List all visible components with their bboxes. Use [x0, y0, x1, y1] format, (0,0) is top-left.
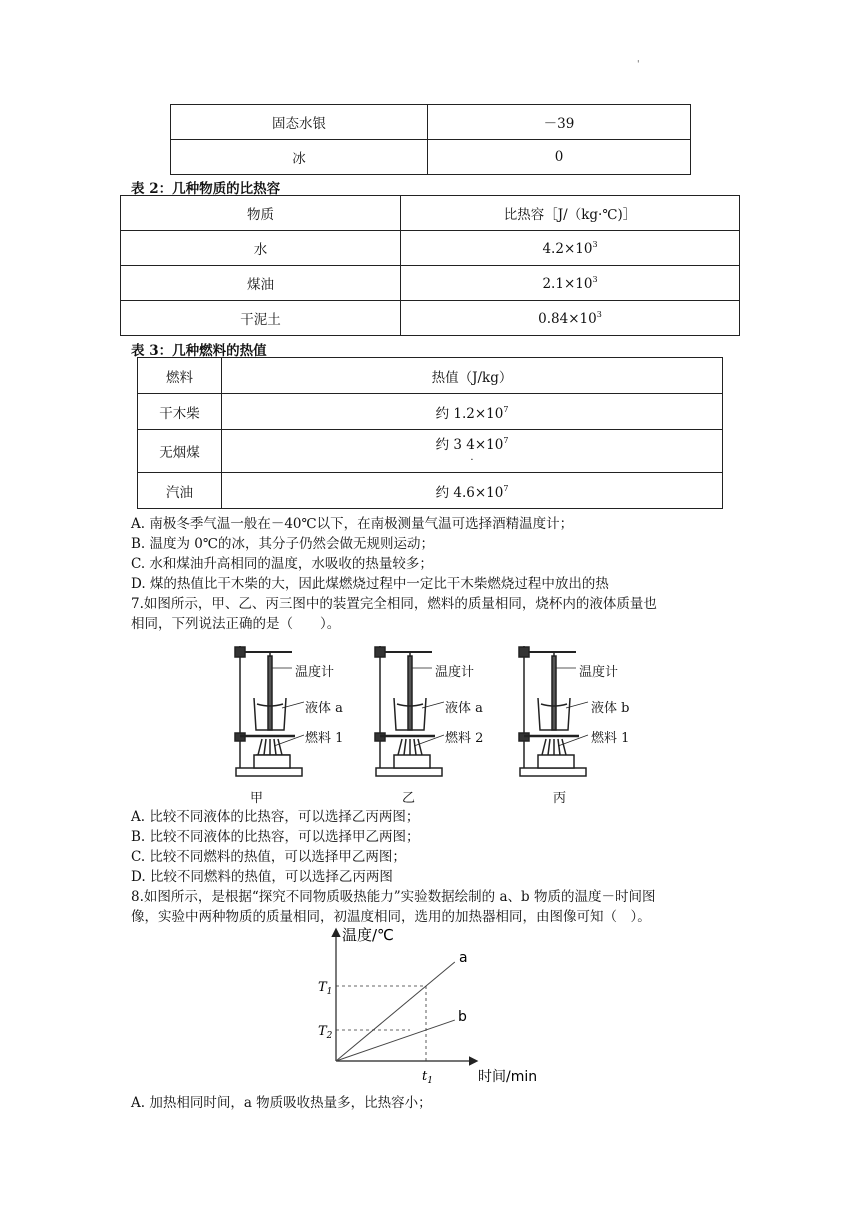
figure-caption-jia: 甲 [250, 791, 264, 806]
q6-option-c: C. 水和煤油升高相同的温度，水吸收的热量较多； [131, 556, 433, 572]
table1-cell: 固态水银 [171, 105, 428, 140]
q6-option-d: D. 煤的热值比干木柴的大，因此煤燃烧过程中一定比干木柴燃烧过程中放出的热 [131, 576, 609, 592]
series-b-label: b [458, 1009, 467, 1025]
figure-caption-bing: 丙 [553, 791, 567, 806]
x-axis-label: 时间/min [478, 1069, 538, 1085]
liquid-label: 液体 b [591, 701, 630, 716]
melting-point-table [170, 104, 691, 175]
table3-cell: 约 3 $4\times 10^7$ · [222, 430, 723, 473]
q7-stem-line1: 7.如图所示，甲、乙、丙三图中的装置完全相同，燃料的质量相同，烧杯内的液体质量也 [131, 596, 657, 612]
table3-cell: 无烟煤 [138, 430, 222, 473]
fuel-label: 燃料 1 [591, 731, 630, 746]
table2-cell: $4.2\times 10^3$ [401, 231, 740, 266]
thermometer-label: 温度计 [295, 665, 335, 680]
table2-cell: 干泥土 [121, 301, 401, 336]
series-a-line [336, 962, 455, 1061]
table3-header: 热值（J/kg） [222, 358, 723, 394]
apparatus-figure-yi [370, 638, 495, 800]
thermometer-label: 温度计 [435, 665, 475, 680]
y-axis-label: 温度/℃ [342, 926, 394, 944]
y-tick-T2: $T_2$ [318, 1024, 333, 1041]
temperature-time-chart [310, 922, 550, 1090]
fuel-label: 燃料 1 [305, 731, 344, 746]
fuel-label: 燃料 2 [445, 731, 484, 746]
table3-cell: 约 $1.2\times 10^7$ [222, 394, 723, 430]
table3-cell: 约 $4.6\times 10^7$ [222, 473, 723, 509]
liquid-label: 液体 a [445, 701, 483, 716]
thermometer-label: 温度计 [579, 665, 619, 680]
specific-heat-table [120, 195, 740, 336]
apparatus-figure-bing [514, 638, 639, 800]
table3-cell: 干木柴 [138, 394, 222, 430]
q8-stem-line1: 8.如图所示，是根据“探究不同物质吸热能力”实验数据绘制的 a、b 物质的温度－时间图 [131, 889, 656, 905]
table2-cell: $2.1\times 10^3$ [401, 266, 740, 301]
x-tick-t1: $t_1$ [422, 1069, 433, 1086]
q7-stem-line2: 相同，下列说法正确的是（ ）。 [131, 616, 341, 632]
q7-option-c: C. 比较不同燃料的热值，可以选择甲乙两图； [131, 849, 406, 865]
table2-cell: 水 [121, 231, 401, 266]
q7-option-a: A. 比较不同液体的比热容，可以选择乙丙两图； [131, 809, 420, 825]
q6-option-b: B. 温度为 0℃的冰，其分子仍然会做无规则运动； [131, 536, 434, 552]
table1-cell: －39 [428, 105, 691, 140]
table1-cell: 0 [428, 140, 691, 175]
table3-cell: 汽油 [138, 473, 222, 509]
series-b-line [336, 1020, 455, 1061]
page-mark: ' [637, 60, 640, 70]
q8-option-a: A. 加热相同时间，a 物质吸收热量多，比热容小； [131, 1095, 432, 1111]
table1-cell: 冰 [171, 140, 428, 175]
table2-header: 物质 [121, 196, 401, 231]
table2-cell: 煤油 [121, 266, 401, 301]
fuel-heat-value-table [137, 357, 723, 509]
table2-cell: $0.84\times 10^3$ [401, 301, 740, 336]
q7-option-d: D. 比较不同燃料的热值，可以选择乙丙两图 [131, 869, 393, 885]
table2-caption: 表 2：几种物质的比热容 [131, 181, 281, 197]
y-tick-T1: $T_1$ [318, 980, 333, 997]
table2-header: 比热容［J/（kg·℃)］ [401, 196, 740, 231]
figure-caption-yi: 乙 [402, 791, 416, 806]
q7-option-b: B. 比较不同液体的比热容，可以选择甲乙两图； [131, 829, 420, 845]
q8-stem-line2: 像，实验中两种物质的质量相同，初温度相同，选用的加热器相同，由图像可知（ ）。 [131, 909, 651, 925]
series-a-label: a [459, 950, 468, 966]
table3-header: 燃料 [138, 358, 222, 394]
apparatus-figure-jia [230, 638, 355, 800]
q6-option-a: A. 南极冬季气温一般在－40℃以下，在南极测量气温可选择酒精温度计； [131, 516, 574, 532]
liquid-label: 液体 a [305, 701, 343, 716]
table3-caption: 表 3：几种燃料的热值 [131, 343, 267, 359]
